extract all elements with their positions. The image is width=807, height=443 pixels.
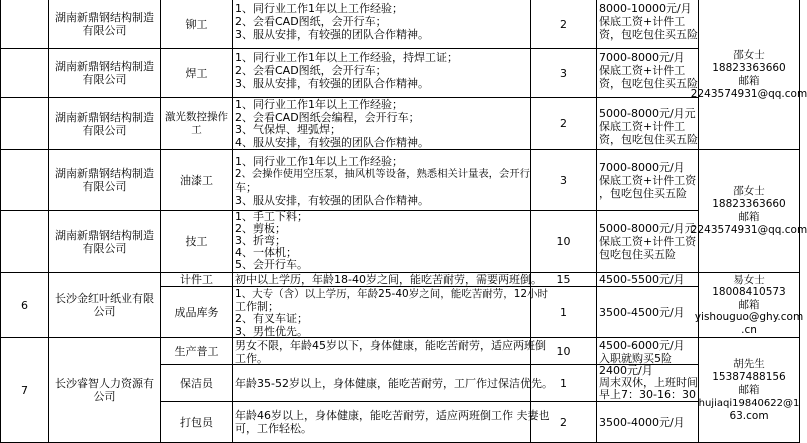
salary-line: 保底工资+计件工: [599, 15, 686, 28]
requirement-line: 2、剪板；: [235, 222, 286, 235]
count-cell: 3: [531, 49, 597, 98]
company-cell: 湖南新鼎钢结构制造 有限公司: [49, 0, 161, 49]
requirement-line: 3、气保焊、埋弧焊；: [235, 123, 341, 136]
salary-line: 资，包吃包住买五险: [599, 28, 698, 41]
salary-line: 保底工资+计件工: [599, 64, 686, 77]
table-row: [0, 211, 800, 273]
contact-phone: 18008410573: [712, 286, 786, 299]
count-cell: 10: [531, 211, 597, 273]
count-cell: 2: [531, 98, 597, 150]
table-row: [0, 273, 800, 287]
requirement-line: 3、服从安排，有较强的团队合作精神。: [235, 77, 429, 90]
contact-email: 2243574931@qq.com: [690, 224, 807, 236]
salary-line: 保底工资+计件工资: [599, 235, 697, 248]
requirements-cell: 初中以上学历，年龄18-40岁之间，能吃苦耐劳，需要两班倒。: [235, 273, 542, 286]
table-row: [0, 0, 800, 49]
salary-line: 8000-10000元/月: [599, 2, 692, 15]
contact-email: hujiaqi19840622@1: [698, 397, 800, 409]
salary-line: 资，包吃包住买五险: [599, 133, 698, 146]
index-cell: [0, 49, 49, 98]
position-cell: 成品库务: [161, 287, 233, 338]
salary-cell: 4500-5500元/月: [597, 273, 699, 287]
requirement-line: 5、会开行车。: [235, 258, 308, 271]
index-cell: [0, 98, 49, 150]
contact-phone: 15387488156: [712, 370, 786, 383]
index-cell: [0, 211, 49, 273]
requirements-cell: [233, 0, 531, 49]
requirement-line: 2、会看CAD图纸，会开行车；: [235, 64, 387, 77]
contact-name: 胡先生: [733, 357, 765, 370]
requirements-cell: [233, 402, 550, 443]
requirement-line: 2、会看CAD图纸，会开行车；: [235, 15, 387, 28]
count-cell: 1: [531, 365, 597, 402]
salary-cell: [597, 211, 699, 273]
contact-cell: [699, 338, 800, 443]
contact-email: .cn: [741, 323, 757, 336]
position-cell: 油漆工: [161, 150, 233, 211]
index-cell: 6: [0, 273, 49, 338]
requirement-line: 可，工作轻松。: [235, 422, 312, 435]
salary-cell: [597, 150, 699, 211]
requirement-line: 1、同行业工作1年以上工作经验，持焊工证；: [235, 51, 458, 64]
position-cell: 保洁员: [161, 365, 233, 402]
contact-email: 63.com: [729, 409, 769, 422]
position-cell: 计件工: [161, 273, 233, 287]
index-cell: [0, 150, 49, 211]
requirements-cell: 年龄35-52岁以上，身体健康，能吃苦耐劳，工厂作过保洁优先。: [233, 365, 531, 402]
contact-email-label: 邮箱: [738, 74, 760, 87]
index-cell: 7: [0, 338, 49, 443]
requirement-line: 3、折弯；: [235, 234, 286, 247]
salary-cell: [597, 49, 699, 98]
position-cell: 生产普工: [161, 338, 233, 365]
company-cell: 长沙睿智人力资源有 公司: [49, 338, 161, 443]
count-cell: 15: [531, 273, 597, 287]
requirements-cell: [233, 98, 531, 150]
requirement-line: 2、有叉车证；: [235, 312, 308, 325]
salary-line: ，包吃包住买五险: [599, 187, 687, 200]
contact-cell: [694, 273, 804, 338]
contact-phone: 18823363660: [712, 198, 786, 210]
company-cell: 长沙金红叶纸业有限 公司: [49, 273, 161, 338]
salary-line: 7000-8000元/月: [599, 51, 685, 64]
salary-line: 2400元/月: [599, 364, 653, 377]
salary-cell: 3500-4500元/月: [597, 287, 699, 338]
salary-cell: 3500-4000元/月: [597, 402, 699, 443]
requirement-line: 3、服从安排，有较强的团队合作精神。: [235, 28, 429, 41]
salary-cell: [597, 338, 699, 365]
contact-email-label: 邮箱: [738, 383, 760, 396]
requirement-line: 2、会看CAD图纸会编程，会开行车；: [235, 110, 420, 124]
position-cell: 焊工: [161, 49, 233, 98]
count-cell: 10: [531, 338, 597, 365]
count-cell: 1: [531, 287, 597, 338]
table-row: [0, 287, 800, 338]
salary-line: 5000-8000元/月元: [599, 107, 696, 120]
salary-line: 包吃包住买五险: [599, 248, 676, 261]
requirements-cell: [233, 211, 531, 273]
contact-email-label: 邮箱: [738, 211, 760, 223]
count-cell: 3: [531, 150, 597, 211]
requirement-line: 1、手工下料；: [235, 210, 308, 223]
requirements-cell: [233, 287, 549, 338]
company-cell: 湖南新鼎钢结构制造 有限公司: [49, 211, 161, 273]
salary-line: 5000-8000元/月元: [599, 222, 696, 235]
company-cell: 湖南新鼎钢结构制造 有限公司: [49, 98, 161, 150]
position-cell: 打包员: [161, 402, 233, 443]
count-cell: 2: [531, 402, 597, 443]
company-cell: 湖南新鼎钢结构制造 有限公司: [49, 49, 161, 98]
contact-name: 邵女士: [733, 48, 765, 61]
requirements-cell: [233, 49, 531, 98]
salary-line: 保底工资+计件工资: [599, 174, 697, 187]
table-row: [0, 98, 800, 150]
requirement-line: 1、同行业工作1年以上工作经验；: [235, 98, 403, 111]
contact-email: yishouguo@ghy.com: [694, 311, 804, 324]
table-row: [0, 49, 800, 98]
salary-cell: [597, 98, 699, 150]
count-cell: 2: [531, 0, 597, 49]
table-row: [0, 338, 800, 365]
requirement-line: 4、一体机；: [235, 246, 297, 259]
salary-cell: [597, 365, 699, 402]
company-cell: 湖南新鼎钢结构制造 有限公司: [49, 150, 161, 211]
table-row: [0, 150, 800, 211]
contact-name: 邵女士: [733, 185, 765, 197]
salary-line: 周末双休，上班时间: [599, 376, 698, 389]
requirement-line: 1、大专（含）以上学历，年龄25-40岁之间，能吃苦耐劳，12小时: [235, 288, 549, 300]
position-cell: 技工: [161, 211, 233, 273]
requirement-line: 3、男性优先。: [235, 324, 308, 338]
salary-line: 7000-8000元/月: [599, 161, 685, 174]
index-cell: [0, 0, 49, 49]
position-cell: 激光数控操作工: [161, 98, 233, 150]
contact-cell: [690, 0, 807, 150]
requirement-line: 工作制；: [235, 299, 279, 313]
requirement-line: 1、同行业工作1年以上工作经验；: [235, 155, 403, 168]
table-row: [0, 365, 800, 402]
contact-name: 易女士: [733, 273, 765, 286]
requirements-cell: [233, 150, 531, 211]
salary-line: 资，包吃包住买五险: [599, 77, 698, 90]
requirement-line: 4、服从安排，有较强的团队合作精神。: [235, 135, 429, 149]
position-cell: 铆工: [161, 0, 233, 49]
salary-line: 4500-6000元/月: [599, 339, 685, 352]
requirement-line: 1、同行业工作1年以上工作经验；: [235, 2, 403, 15]
contact-cell: [690, 150, 807, 273]
requirement-line: 工作。: [235, 352, 268, 365]
salary-line: 保底工资+计件工: [599, 120, 686, 133]
requirement-line: 车；: [235, 181, 257, 194]
contact-email-label: 邮箱: [738, 298, 760, 311]
salary-line: 入职就购买5险: [599, 352, 672, 365]
requirement-line: 3、服从安排，有较强的团队合作精神。: [235, 194, 429, 207]
requirement-line: 年龄46岁以上，身体健康，能吃苦耐劳，适应两班倒工作 夫妻也: [235, 409, 550, 422]
requirement-line: 男女不限，年龄45岁以下，身体健康，能吃苦耐劳，适应两班倒: [235, 339, 546, 352]
salary-line: 早上7：30-16：30: [599, 388, 696, 401]
salary-cell: [597, 0, 699, 49]
contact-phone: 18823363660: [712, 61, 786, 74]
requirement-line: 2、会操作使用空压泵，抽风机等设备，熟悉相关计量表，会开行: [235, 168, 530, 180]
table-row: [0, 402, 800, 443]
requirements-cell: [233, 338, 546, 365]
contact-email: 2243574931@qq.com: [690, 87, 807, 100]
